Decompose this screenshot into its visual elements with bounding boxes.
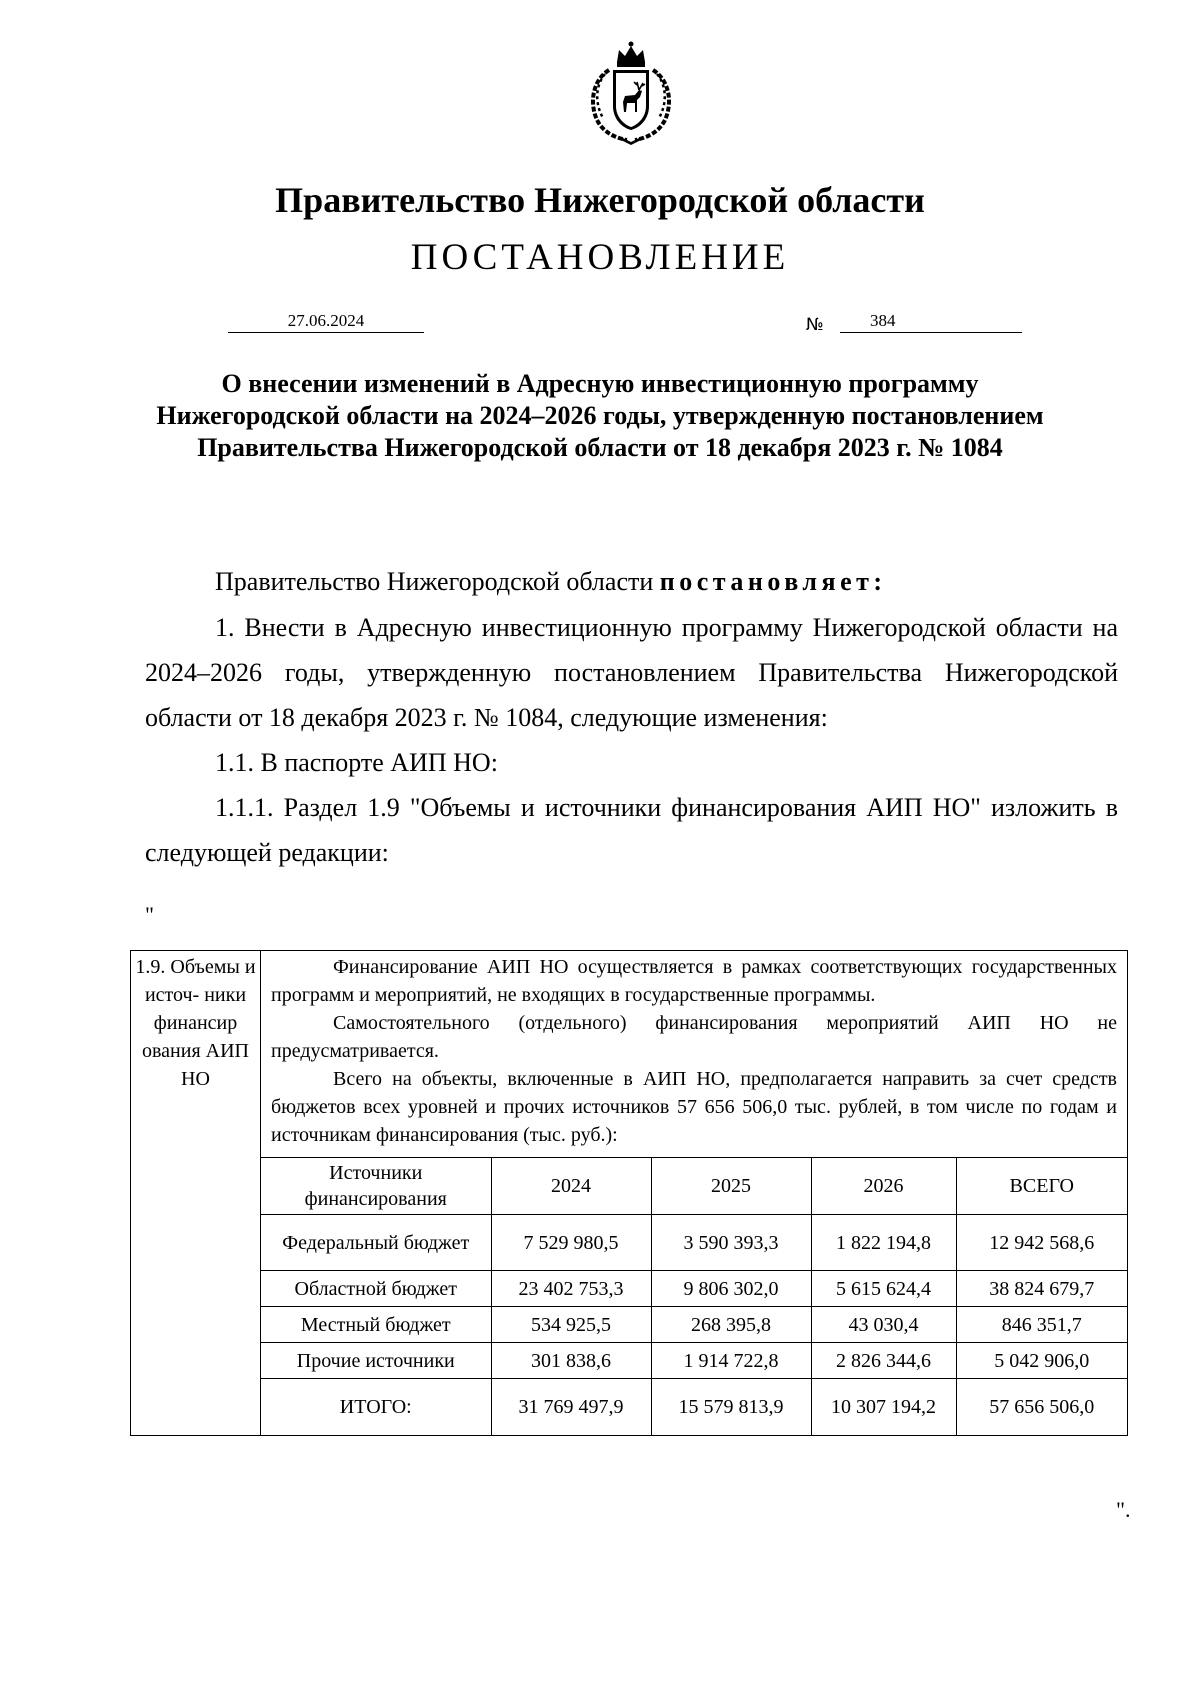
section-text-2: Самостоятельного (отдельного) финансирования мероприятий АИП НО не предусматривается. (271, 1012, 1117, 1062)
intro-paragraph (145, 559, 1118, 604)
number-sign: № (806, 315, 824, 335)
table-row: Областной бюджет 23 402 753,3 9 806 302,0 5 615 624,4 38 824 679,7 (261, 1271, 1127, 1307)
document-number-field (840, 310, 1022, 333)
intro-text: Правительство Нижегородской области (215, 567, 654, 596)
document-subject: О внесении изменений в Адресную инвестиционную программу Нижегородской области на 2024–2026 годы, утвержденную постановлением Правительства Нижегородской области от 18 декабря 2023 г. № 1084 (156, 369, 1044, 462)
paragraph-1: 1. Внести в Адресную инвестиционную программу Нижегородской области на 2024–2026 годы, утвержденную постановлением Правительства Нижегородской области от 18 декабря 2023 г. № 1084, следующие изменения: (145, 613, 1118, 732)
paragraph-1-1: 1.1. В паспорте АИП НО: (215, 748, 498, 777)
section-content (261, 951, 1128, 1436)
open-quote: " (145, 902, 154, 927)
finance-table (261, 1157, 1127, 1435)
header-2024: 2024 (491, 1158, 651, 1215)
table-header-row (261, 1158, 1127, 1215)
paragraph-1-1-1: 1.1.1. Раздел 1.9 "Объемы и источники финансирования АИП НО" изложить в следующей редакции: (145, 793, 1118, 867)
organization-title: Правительство Нижегородской области (275, 180, 925, 220)
header-2025: 2025 (651, 1158, 811, 1215)
intro-verb: постановляет: (659, 567, 887, 596)
header-2026: 2026 (811, 1158, 956, 1215)
table-total-row: ИТОГО: 31 769 497,9 15 579 813,9 10 307 194,2 57 656 506,0 (261, 1379, 1127, 1435)
document-date: 27.06.2024 (228, 310, 424, 333)
header-sources: Источники финансирования (261, 1158, 491, 1215)
close-quote: ". (1116, 1497, 1131, 1522)
table-row: Федеральный бюджет 7 529 980,5 3 590 393,3 1 822 194,8 12 942 568,6 (261, 1215, 1127, 1271)
section-label: 1.9. Объемы и источ- ники финансир ования АИП НО (131, 951, 261, 1436)
passport-section-table (130, 950, 1128, 1436)
section-text-3: Всего на объекты, включенные в АИП НО, предполагается направить за счет средств бюджетов всех уровней и прочих источников 57 656 506,0 тыс. рублей, в том числе по годам и источникам финансирования (тыс. руб.): (271, 1068, 1117, 1146)
table-row: Прочие источники 301 838,6 1 914 722,8 2 826 344,6 5 042 906,0 (261, 1343, 1127, 1379)
coat-of-arms-emblem (579, 40, 683, 146)
document-type: ПОСТАНОВЛЕНИЕ (410, 237, 790, 278)
header-total: ВСЕГО (956, 1158, 1127, 1215)
document-number: 384 (870, 311, 896, 330)
section-text-1: Финансирование АИП НО осуществляется в рамках соответствующих государственных программ и мероприятий, не входящих в государственные программы. (271, 956, 1117, 1006)
table-row: Местный бюджет 534 925,5 268 395,8 43 030,4 846 351,7 (261, 1307, 1127, 1343)
